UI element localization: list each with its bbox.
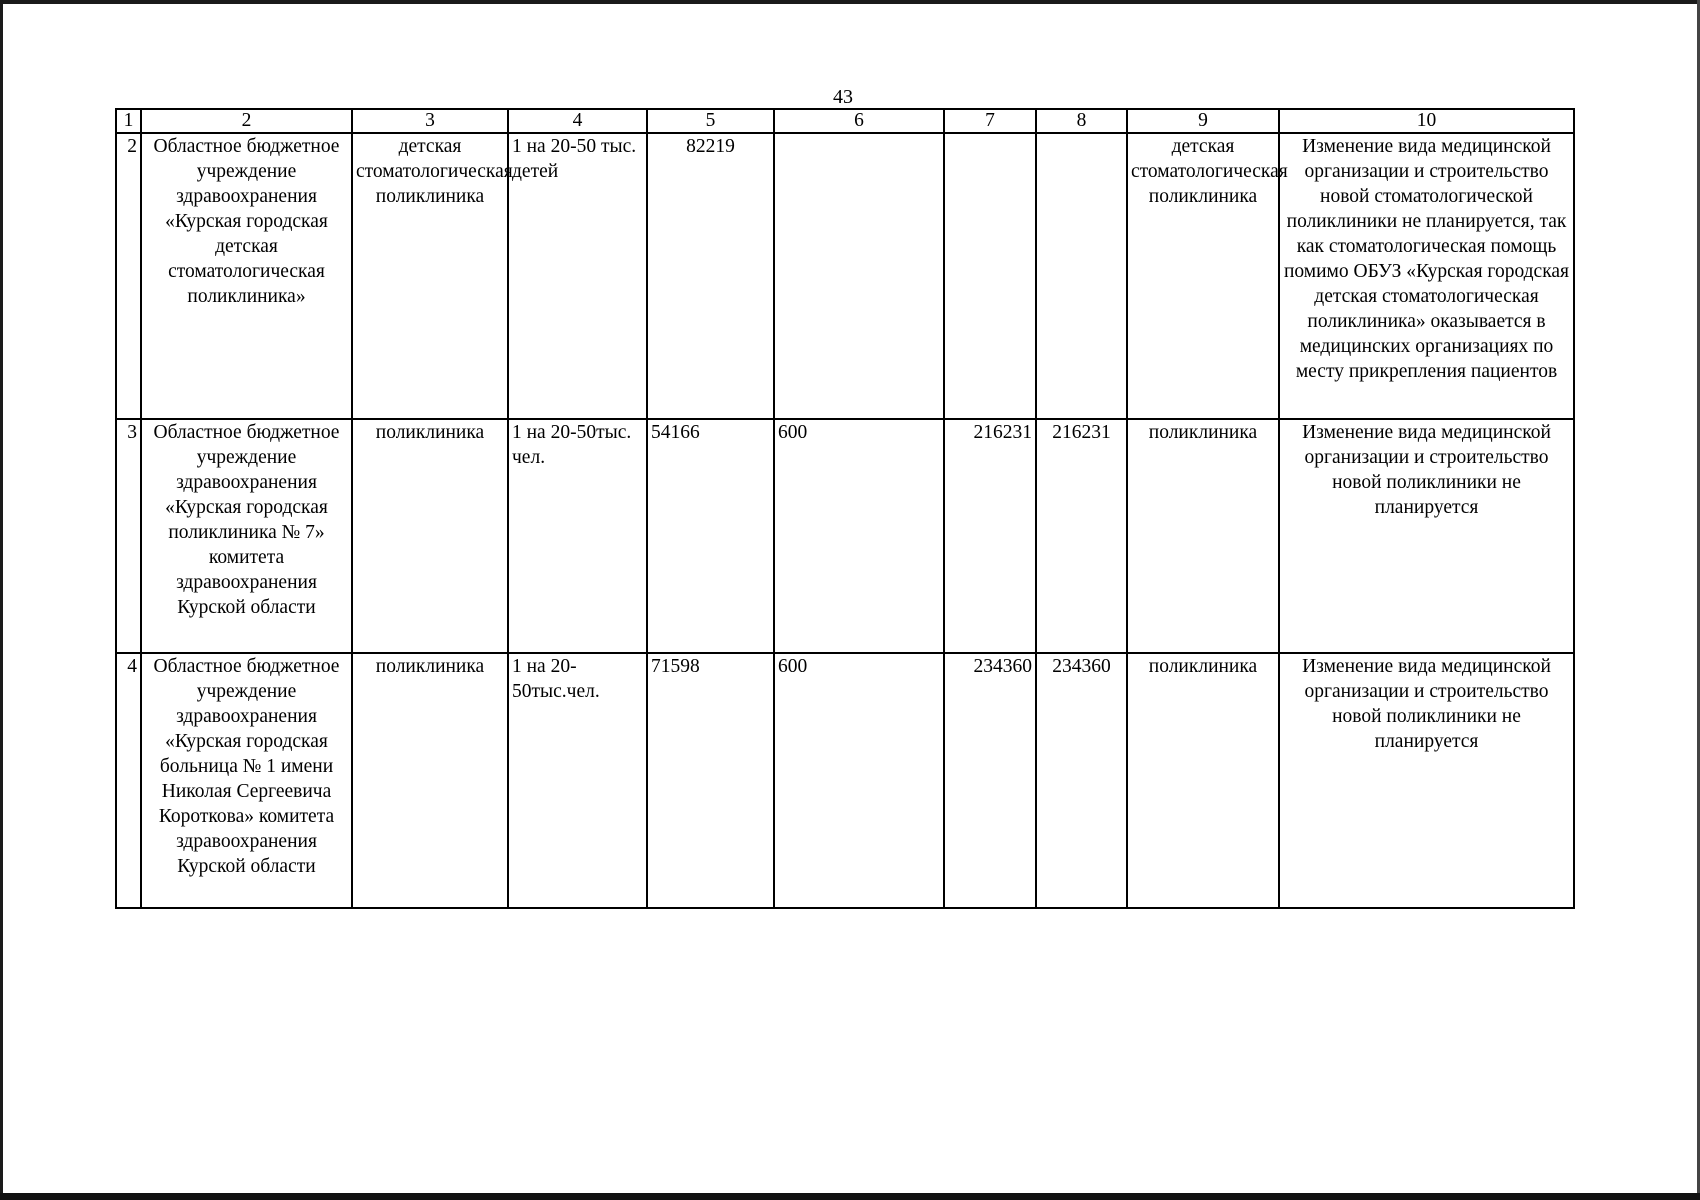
type-planned-cell: детская стоматологическая поликлиника	[1127, 133, 1279, 419]
value-cell-7: 216231	[944, 419, 1036, 653]
column-header: 9	[1127, 109, 1279, 133]
table-row	[116, 133, 1574, 419]
note-cell: Изменение вида медицинской организации и строительство новой поликлиники не планируется	[1279, 419, 1574, 653]
organization-cell: Областное бюджетное учреждение здравоохранения «Курская городская больница № 1 имени Николая Сергеевича Короткова» комитета здравоохранения Курской области	[141, 653, 352, 908]
value-cell-5: 82219	[647, 133, 774, 419]
data-table	[115, 108, 1575, 909]
type-cell: поликлиника	[352, 653, 508, 908]
column-header: 8	[1036, 109, 1127, 133]
type-planned-cell: поликлиника	[1127, 419, 1279, 653]
column-header: 10	[1279, 109, 1574, 133]
value-cell-7	[944, 133, 1036, 419]
value-cell-6: 600	[774, 419, 944, 653]
note-cell: Изменение вида медицинской организации и строительство новой стоматологической поликлиники не планируется, так как стоматологическая помощь помимо ОБУЗ «Курская городская детская стоматологическая поликлиника» оказывается в медицинских организациях по месту прикрепления пациентов	[1279, 133, 1574, 419]
value-cell-5: 71598	[647, 653, 774, 908]
value-cell-8: 234360	[1036, 653, 1127, 908]
column-header: 3	[352, 109, 508, 133]
column-header: 7	[944, 109, 1036, 133]
norm-cell: 1 на 20-50 тыс. детей	[508, 133, 647, 419]
note-cell: Изменение вида медицинской организации и строительство новой поликлиники не планируется	[1279, 653, 1574, 908]
column-header: 1	[116, 109, 141, 133]
value-cell-8	[1036, 133, 1127, 419]
scan-border-bottom	[0, 1193, 1700, 1200]
page-number: 43	[833, 86, 853, 108]
organization-cell: Областное бюджетное учреждение здравоохранения «Курская городская детская стоматологическая поликлиника»	[141, 133, 352, 419]
column-header: 4	[508, 109, 647, 133]
value-cell-7: 234360	[944, 653, 1036, 908]
norm-cell: 1 на 20-50тыс. чел.	[508, 419, 647, 653]
table-row	[116, 419, 1574, 653]
value-cell-8: 216231	[1036, 419, 1127, 653]
table-row	[116, 653, 1574, 908]
header-row	[116, 109, 1574, 133]
row-number: 4	[116, 653, 141, 908]
type-cell: поликлиника	[352, 419, 508, 653]
column-header: 2	[141, 109, 352, 133]
value-cell-6	[774, 133, 944, 419]
row-number: 3	[116, 419, 141, 653]
scan-border-left	[0, 0, 3, 1200]
value-cell-5: 54166	[647, 419, 774, 653]
type-planned-cell: поликлиника	[1127, 653, 1279, 908]
norm-cell: 1 на 20-50тыс.чел.	[508, 653, 647, 908]
column-header: 6	[774, 109, 944, 133]
column-header: 5	[647, 109, 774, 133]
type-cell: детская стоматологическая поликлиника	[352, 133, 508, 419]
value-cell-6: 600	[774, 653, 944, 908]
row-number: 2	[116, 133, 141, 419]
scan-border-top	[0, 0, 1700, 4]
organization-cell: Областное бюджетное учреждение здравоохранения «Курская городская поликлиника № 7» комитета здравоохранения Курской области	[141, 419, 352, 653]
